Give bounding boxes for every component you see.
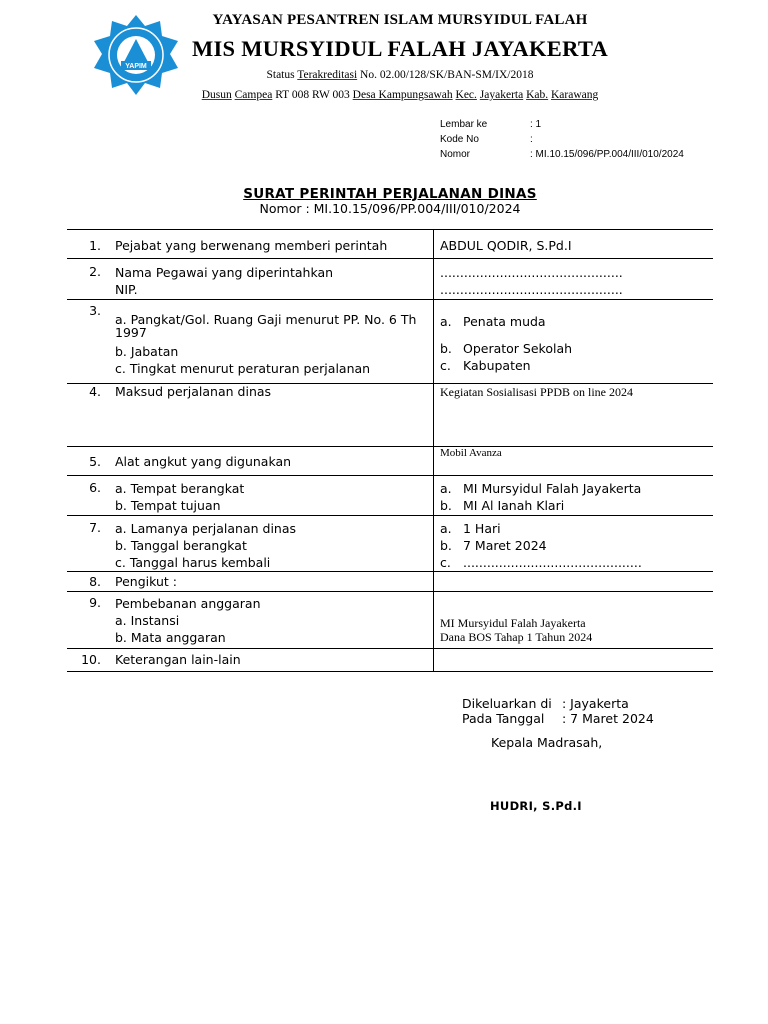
row-value: Dana BOS Tahap 1 Tahun 2024 bbox=[440, 630, 593, 644]
status-rest: No. 02.00/128/SK/BAN-SM/IX/2018 bbox=[360, 69, 534, 81]
address-part: Karawang bbox=[551, 89, 599, 101]
letter-meta bbox=[440, 117, 684, 162]
logo-text: YAPIM bbox=[125, 63, 147, 70]
school-name: MIS MURSYIDUL FALAH JAYAKERTA bbox=[191, 36, 609, 61]
row-label: Pejabat yang berwenang memberi perintah bbox=[109, 230, 434, 259]
signatory-position: Kepala Madrasah, bbox=[491, 735, 603, 750]
row-label: b. Tempat tujuan bbox=[115, 498, 221, 513]
row-value: ............................................. bbox=[463, 555, 642, 570]
row-value: Kegiatan Sosialisasi PPDB on line 2024 bbox=[440, 385, 633, 399]
table-row bbox=[67, 649, 713, 672]
row-label: b. Jabatan bbox=[115, 344, 179, 359]
address-part: Desa Kampungsawah bbox=[352, 89, 453, 101]
document-title: SURAT PERINTAH PERJALANAN DINAS bbox=[243, 186, 537, 202]
school-address bbox=[165, 89, 635, 101]
row-value: Operator Sekolah bbox=[463, 341, 573, 356]
row-label: b. Mata anggaran bbox=[115, 630, 226, 645]
row-value: Penata muda bbox=[463, 314, 546, 329]
travel-order-table bbox=[67, 229, 713, 672]
sheet-value: : 1 bbox=[530, 119, 542, 130]
row-number: 8. bbox=[89, 574, 101, 589]
row-label: a. Instansi bbox=[115, 613, 180, 628]
option-letter: b. bbox=[440, 538, 452, 553]
row-label: c. Tanggal harus kembali bbox=[115, 555, 271, 570]
row-number: 2. bbox=[89, 264, 101, 279]
row-value: MI Mursyidul Falah Jayakerta bbox=[440, 616, 586, 630]
signatory-name: HUDRI, S.Pd.I bbox=[490, 799, 582, 813]
row-label: Pembebanan anggaran bbox=[115, 596, 261, 611]
option-letter: a. bbox=[440, 314, 452, 329]
foundation-name: YAYASAN PESANTREN ISLAM MURSYIDUL FALAH bbox=[212, 12, 588, 28]
accreditation-status bbox=[165, 69, 635, 81]
row-value: Kabupaten bbox=[463, 358, 531, 373]
table-row bbox=[67, 476, 713, 516]
table-row bbox=[67, 516, 713, 572]
code-label: Kode No bbox=[440, 134, 479, 145]
address-part: Jayakerta bbox=[479, 89, 524, 101]
number-label: Nomor bbox=[440, 149, 471, 160]
issued-block bbox=[462, 696, 654, 726]
address-part: Dusun bbox=[201, 89, 232, 101]
row-label: Pengikut : bbox=[109, 572, 434, 592]
date-label: Pada Tanggal bbox=[462, 711, 545, 726]
number-value: : MI.10.15/096/PP.004/III/010/2024 bbox=[530, 149, 684, 160]
status-prefix: Status bbox=[266, 69, 295, 81]
row-label: Maksud perjalanan dinas bbox=[109, 384, 434, 447]
row-value: 1 Hari bbox=[463, 521, 501, 536]
issued-label: Dikeluarkan di bbox=[462, 696, 552, 711]
code-value: : bbox=[530, 134, 533, 145]
row-label: b. Tanggal berangkat bbox=[115, 538, 247, 553]
row-value: MI Mursyidul Falah Jayakerta bbox=[463, 481, 642, 496]
address-part: RT 008 RW 003 bbox=[275, 89, 350, 101]
row-label: c. Tingkat menurut peraturan perjalanan bbox=[115, 361, 371, 376]
table-row bbox=[67, 259, 713, 300]
table-row bbox=[67, 447, 713, 476]
row-number: 1. bbox=[89, 238, 101, 253]
table-row bbox=[67, 230, 713, 259]
address-part: Kab. bbox=[526, 89, 549, 101]
table-row bbox=[67, 572, 713, 592]
row-value: 7 Maret 2024 bbox=[463, 538, 547, 553]
address-part: Campea bbox=[234, 89, 273, 101]
row-value: .............................................. bbox=[440, 265, 623, 280]
option-letter: b. bbox=[440, 498, 452, 513]
date-value: : 7 Maret 2024 bbox=[562, 711, 654, 726]
table-row bbox=[67, 384, 713, 447]
issued-value: : Jayakerta bbox=[562, 696, 629, 711]
document-number: Nomor : MI.10.15/096/PP.004/III/010/2024 bbox=[259, 201, 521, 216]
option-letter: a. bbox=[440, 481, 452, 496]
option-letter: c. bbox=[440, 358, 451, 373]
row-label: a. Pangkat/Gol. Ruang Gaji menurut PP. No. 6 Th 1997 bbox=[115, 312, 417, 340]
table-row bbox=[67, 592, 713, 649]
row-value: .............................................. bbox=[440, 282, 623, 297]
row-number: 3. bbox=[89, 303, 101, 318]
row-label: a. Tempat berangkat bbox=[115, 481, 245, 496]
row-number: 6. bbox=[89, 480, 101, 495]
row-label: a. Lamanya perjalanan dinas bbox=[115, 521, 297, 536]
row-number: 7. bbox=[89, 520, 101, 535]
row-number: 10. bbox=[81, 652, 101, 667]
status-word: Terakreditasi bbox=[297, 69, 358, 81]
table-row bbox=[67, 300, 713, 384]
row-value: Mobil Avanza bbox=[440, 447, 502, 459]
option-letter: a. bbox=[440, 521, 452, 536]
row-number: 4. bbox=[89, 384, 101, 399]
row-value: ABDUL QODIR, S.Pd.I bbox=[440, 238, 572, 253]
option-letter: b. bbox=[440, 341, 452, 356]
option-letter: c. bbox=[440, 555, 451, 570]
row-label: Keterangan lain-lain bbox=[109, 649, 434, 672]
row-label: Nama Pegawai yang diperintahkan bbox=[115, 265, 334, 280]
sheet-label: Lembar ke bbox=[440, 119, 488, 130]
row-number: 5. bbox=[89, 454, 101, 469]
row-value: MI Al Ianah Klari bbox=[463, 498, 565, 513]
row-label: NIP. bbox=[115, 282, 138, 297]
row-label: Alat angkut yang digunakan bbox=[109, 447, 434, 476]
row-number: 9. bbox=[89, 595, 101, 610]
address-part: Kec. bbox=[455, 89, 477, 101]
